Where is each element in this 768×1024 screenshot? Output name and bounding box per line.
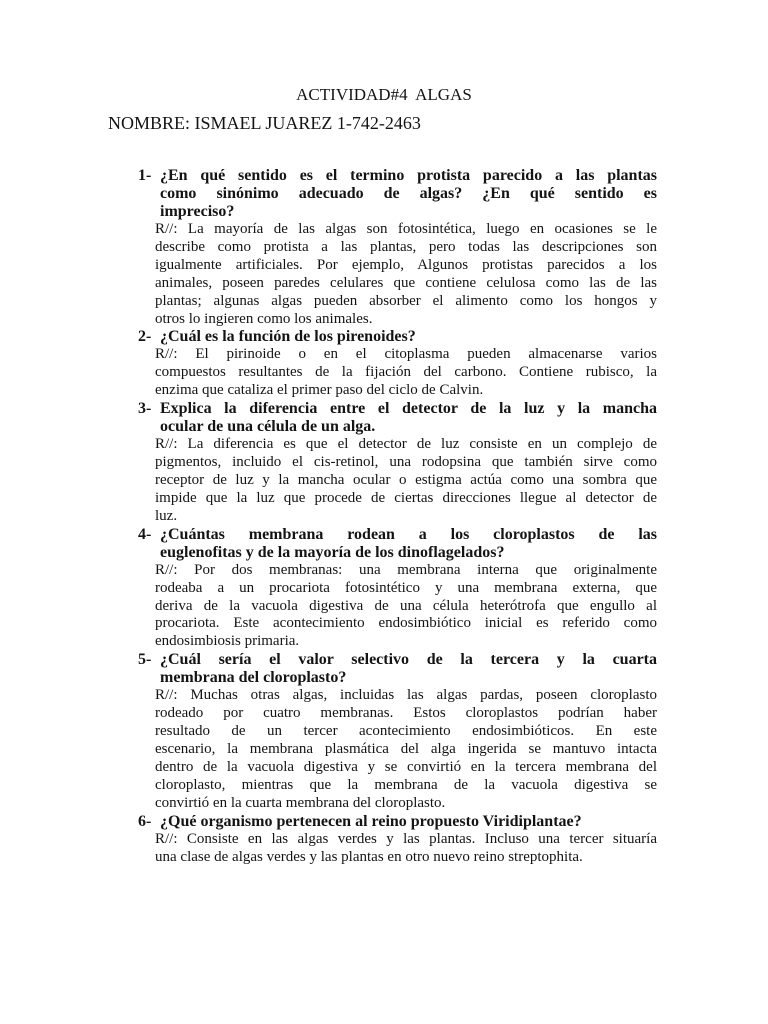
answer-text: [155, 221, 657, 329]
question-list: [0, 167, 768, 867]
answer-line: pigmentos, incluido el cis-retinol, una rodopsina que también sirve como: [155, 454, 657, 470]
answer-line: R//: La diferencia es que el detector de luz consiste en un complejo de: [155, 436, 657, 453]
answer-line: R//: Consiste en las algas verdes y las plantas. Incluso una tercer situaría: [155, 830, 657, 847]
answer-line: endosimbiosis primaria.: [155, 633, 300, 650]
answer-line: dentro de la vacuola digestiva y se convirtió en la tercera membrana del: [155, 758, 657, 775]
question-line: Explica la diferencia entre el detector de la luz y la mancha: [160, 400, 657, 418]
question-item: [0, 328, 768, 400]
answer-line: rodeaba a un procariota fotosintético y una membrana externa, que: [155, 579, 657, 596]
question-item: [0, 526, 768, 652]
answer-line: luz.: [155, 507, 178, 524]
answer-line: resultado de un tercer acontecimiento endosimbióticos. En este: [155, 723, 657, 740]
question-text: [138, 328, 657, 346]
answer-line: rodeado por cuatro membranas. Estos cloroplastos podrían haber: [155, 705, 657, 722]
question-line: ¿En qué sentido es el termino protista parecido a las plantas: [160, 167, 657, 184]
question-number: 1-: [138, 167, 152, 184]
answer-text: [155, 346, 657, 400]
question-line: ¿Qué organismo pertenecen al reino propuesto Viridiplantae?: [160, 812, 582, 830]
answer-line: receptor de luz y la mancha ocular o estigma actúa como una sombra que: [155, 471, 657, 488]
document-title: ACTIVIDAD#4 ALGAS: [296, 85, 472, 104]
answer-line: convirtió en la cuarta membrana del cloroplasto.: [155, 794, 446, 811]
question-number: 6-: [138, 812, 152, 830]
question-number: 3-: [138, 400, 152, 418]
answer-line: otros lo ingieren como los animales.: [155, 310, 373, 327]
answer-line: escenario, la membrana plasmática del alga ingerida se mantuvo intacta: [155, 741, 657, 757]
question-text: [138, 525, 657, 562]
question-line: como sinónimo adecuado de algas? ¿En qué sentido es: [160, 184, 657, 202]
question-number: 5-: [138, 651, 152, 669]
answer-line: impide que la luz que procede de ciertas direcciones llegue al detector de: [155, 489, 657, 506]
question-line: impreciso?: [160, 202, 235, 220]
question-item: [0, 167, 768, 328]
question-line: ¿Cuántas membrana rodean a los cloroplastos de las: [160, 525, 657, 543]
question-line: ¿Cuál sería el valor selectivo de la tercera y la cuarta: [160, 651, 657, 669]
answer-line: animales, poseen paredes celulares que contiene celulosa como las de las: [155, 274, 657, 291]
question-item: [0, 651, 768, 812]
answer-line: R//: El pirinoide o en el citoplasma pueden almacenarse varios: [155, 346, 657, 363]
answer-text: [155, 687, 657, 813]
answer-line: igualmente artificiales. Por ejemplo, Algunos protistas parecidos a los: [155, 256, 657, 273]
question-line: euglenofitas y de la mayoría de los dinoflagelados?: [160, 543, 505, 561]
answer-line: enzima que cataliza el primer paso del ciclo de Calvin.: [155, 382, 484, 399]
student-name: NOMBRE: ISMAEL JUAREZ 1-742-2463: [108, 113, 421, 133]
answer-line: cloroplasto, mientras que la membrana de la vacuola digestiva se: [155, 776, 657, 793]
question-item: [0, 400, 768, 526]
question-text: [138, 400, 657, 436]
answer-text: [155, 562, 657, 652]
question-text: [138, 812, 657, 831]
answer-text: [155, 436, 657, 526]
answer-line: procariota. Este acontecimiento endosimbiótico inicial es referido como: [155, 615, 657, 632]
answer-line: R//: Por dos membranas: una membrana interna que originalmente: [155, 561, 657, 578]
question-line: membrana del cloroplasto?: [160, 669, 347, 687]
answer-line: deriva de la vacuola digestiva de una célula heterótrofa que engullo al: [155, 597, 657, 614]
answer-line: R//: La mayoría de las algas son fotosintética, luego en ocasiones se le: [155, 220, 657, 237]
question-item: [0, 813, 768, 867]
answer-text: [155, 831, 657, 867]
question-number: 2-: [138, 328, 152, 346]
answer-line: R//: Muchas otras algas, incluidas las algas pardas, poseen cloroplasto: [155, 687, 657, 704]
question-line: ocular de una célula de un alga.: [160, 418, 376, 436]
question-line: ¿Cuál es la función de los pirenoides?: [160, 328, 416, 346]
question-text: [138, 167, 657, 221]
question-text: [138, 651, 657, 687]
answer-line: una clase de algas verdes y las plantas en otro nuevo reino streptophita.: [155, 848, 583, 865]
answer-line: plantas; algunas algas pueden absorber el alimento como los hongos y: [155, 292, 657, 309]
answer-line: compuestos resultantes de la fijación del carbono. Contiene rubisco, la: [155, 364, 657, 381]
question-number: 4-: [138, 525, 152, 543]
answer-line: describe como protista a las plantas, pero todas las descripciones son: [155, 238, 657, 255]
